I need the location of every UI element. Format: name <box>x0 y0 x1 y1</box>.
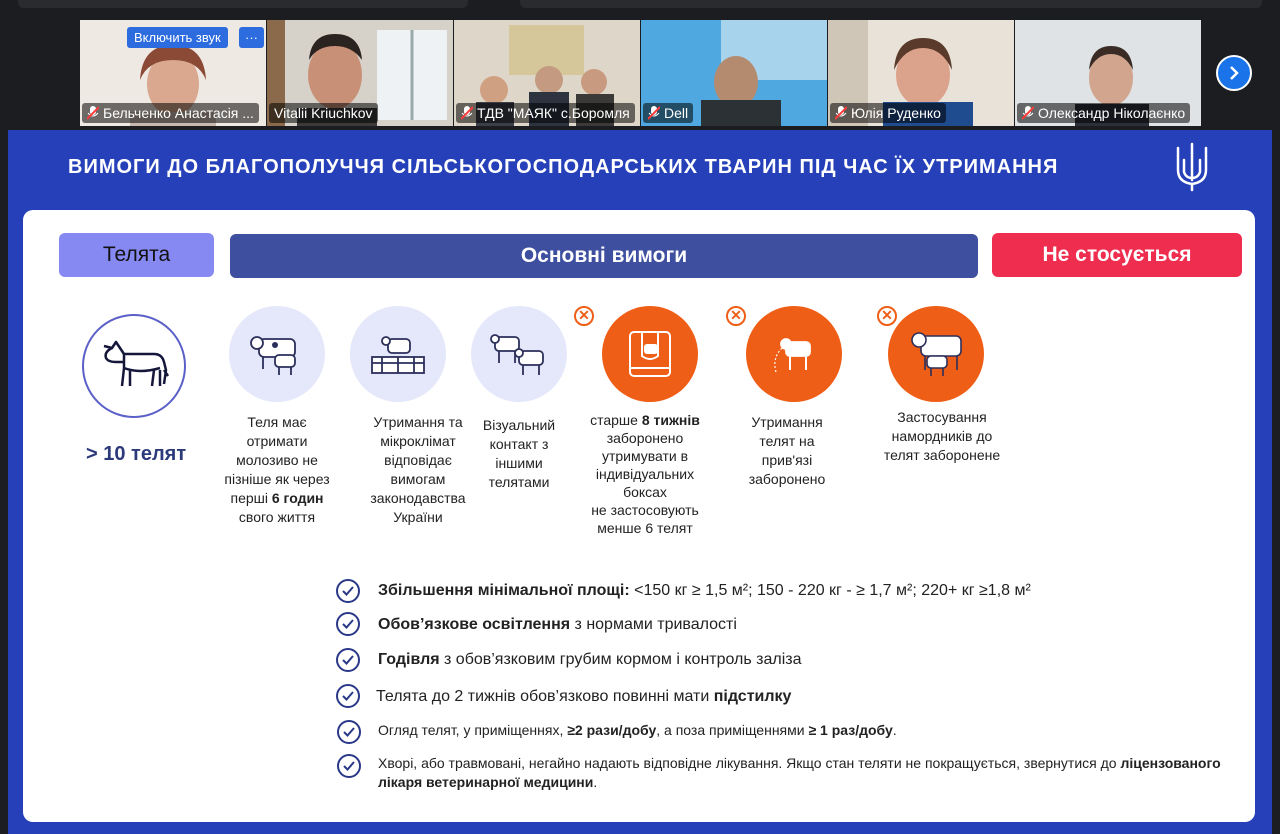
check-icon <box>336 684 360 708</box>
chevron-right-icon <box>1227 65 1241 81</box>
participant-name: Vitalii Kriuchkov <box>274 105 373 121</box>
calves-icon <box>471 306 567 402</box>
requirement-bullet: Збільшення мінімальної площі: <150 кг ≥ 1,5 м²; 150 - 220 кг - ≥ 1,7 м²; 220+ кг ≥1,8 м² <box>378 582 1031 599</box>
participant-tile-active[interactable] <box>267 20 453 126</box>
slide-title: ВИМОГИ ДО БЛАГОПОЛУЧЧЯ СІЛЬСЬКОГОСПОДАРСЬКИХ ТВАРИН ПІД ЧАС ЇХ УТРИМАННЯ <box>68 156 1059 178</box>
calf-box-icon <box>602 306 698 402</box>
mic-muted-icon <box>1022 106 1034 120</box>
muzzle-calf-icon <box>888 306 984 402</box>
main-requirements-label: Основні вимоги <box>230 234 978 278</box>
trident-icon <box>1174 140 1210 192</box>
prohibited-icon: ✕ <box>726 306 746 326</box>
mic-muted-icon <box>87 106 99 120</box>
prohibited-icon: ✕ <box>877 306 897 326</box>
check-icon <box>336 579 360 603</box>
mic-muted-icon <box>461 106 473 120</box>
calf-icon <box>82 314 186 418</box>
participant-name-tag <box>456 103 635 123</box>
requirement-bullet: Хворі, або травмовані, негайно надають відповідне лікування. Якщо стан теляти не покращується, звернутися до ліцензованого лікаря ветеринарної медицини. <box>378 755 1221 790</box>
participant-name: Юлія Руденко <box>851 105 941 121</box>
barn-icon <box>350 306 446 402</box>
shared-slide <box>8 130 1272 834</box>
cow-calf-icon <box>229 306 325 402</box>
requirement-bullet: Годівля з обов’язковим грубим кормом і контроль заліза <box>378 651 802 668</box>
participant-tile[interactable] <box>1015 20 1201 126</box>
top-bar-left <box>18 0 468 8</box>
participant-tile[interactable] <box>80 20 266 126</box>
mic-muted-icon <box>835 106 847 120</box>
participant-name: Олександр Ніколаєнко <box>1038 105 1186 121</box>
participant-tile[interactable] <box>641 20 827 126</box>
participant-name: Dell <box>664 105 689 121</box>
check-icon <box>337 720 361 744</box>
category-calves-label: Телята <box>59 233 214 277</box>
check-icon <box>336 648 360 672</box>
participant-name-tag <box>269 103 378 123</box>
participant-tile[interactable] <box>828 20 1014 126</box>
more-options-button[interactable]: ··· <box>239 27 264 48</box>
requirement-text: Теля має отримати молозиво не пізніше як через перші 6 годин свого життя <box>224 414 330 525</box>
participant-name-tag <box>643 103 693 123</box>
participants-strip <box>80 20 1200 126</box>
requirement-bullet: Огляд телят, у приміщеннях, ≥2 рази/добу, а поза приміщеннями ≥ 1 раз/добу. <box>378 722 897 738</box>
requirement-text: Утримання та мікроклімат відповідає вимогам законодавства України <box>370 414 466 525</box>
calf-count-label: > 10 телят <box>86 443 187 465</box>
tethered-calf-icon <box>746 306 842 402</box>
requirement-text: Утримання телят на прив'язі заборонено <box>748 414 826 487</box>
requirement-text: старше 8 тижнів заборонено утримувати в індивідуальних боксах не застосовують менше 6 телят <box>590 412 700 536</box>
check-icon <box>337 754 361 778</box>
requirement-text: Візуальний контакт з іншими телятами <box>482 417 556 490</box>
participant-name-tag <box>830 103 946 123</box>
mic-muted-icon <box>648 106 660 120</box>
participant-name: Бельченко Анастасія ... <box>103 105 254 121</box>
participant-name-tag <box>82 103 259 123</box>
participant-name: ТДВ "МАЯК" с.Боромля <box>477 105 630 121</box>
prohibited-icon: ✕ <box>574 306 594 326</box>
requirement-bullet: Обов’язкове освітлення з нормами тривалості <box>378 616 737 633</box>
next-page-button[interactable] <box>1216 55 1252 91</box>
participant-name-tag <box>1017 103 1190 123</box>
requirement-bullet: Телята до 2 тижнів обов’язково повинні мати підстилку <box>376 688 792 705</box>
unmute-button[interactable]: Включить звук <box>127 27 228 48</box>
top-bar-right <box>520 0 1262 8</box>
participant-tile[interactable] <box>454 20 640 126</box>
not-applicable-label: Не стосується <box>992 233 1242 277</box>
check-icon <box>336 612 360 636</box>
requirement-text: Застосування намордників до телят заборонене <box>883 409 1001 463</box>
